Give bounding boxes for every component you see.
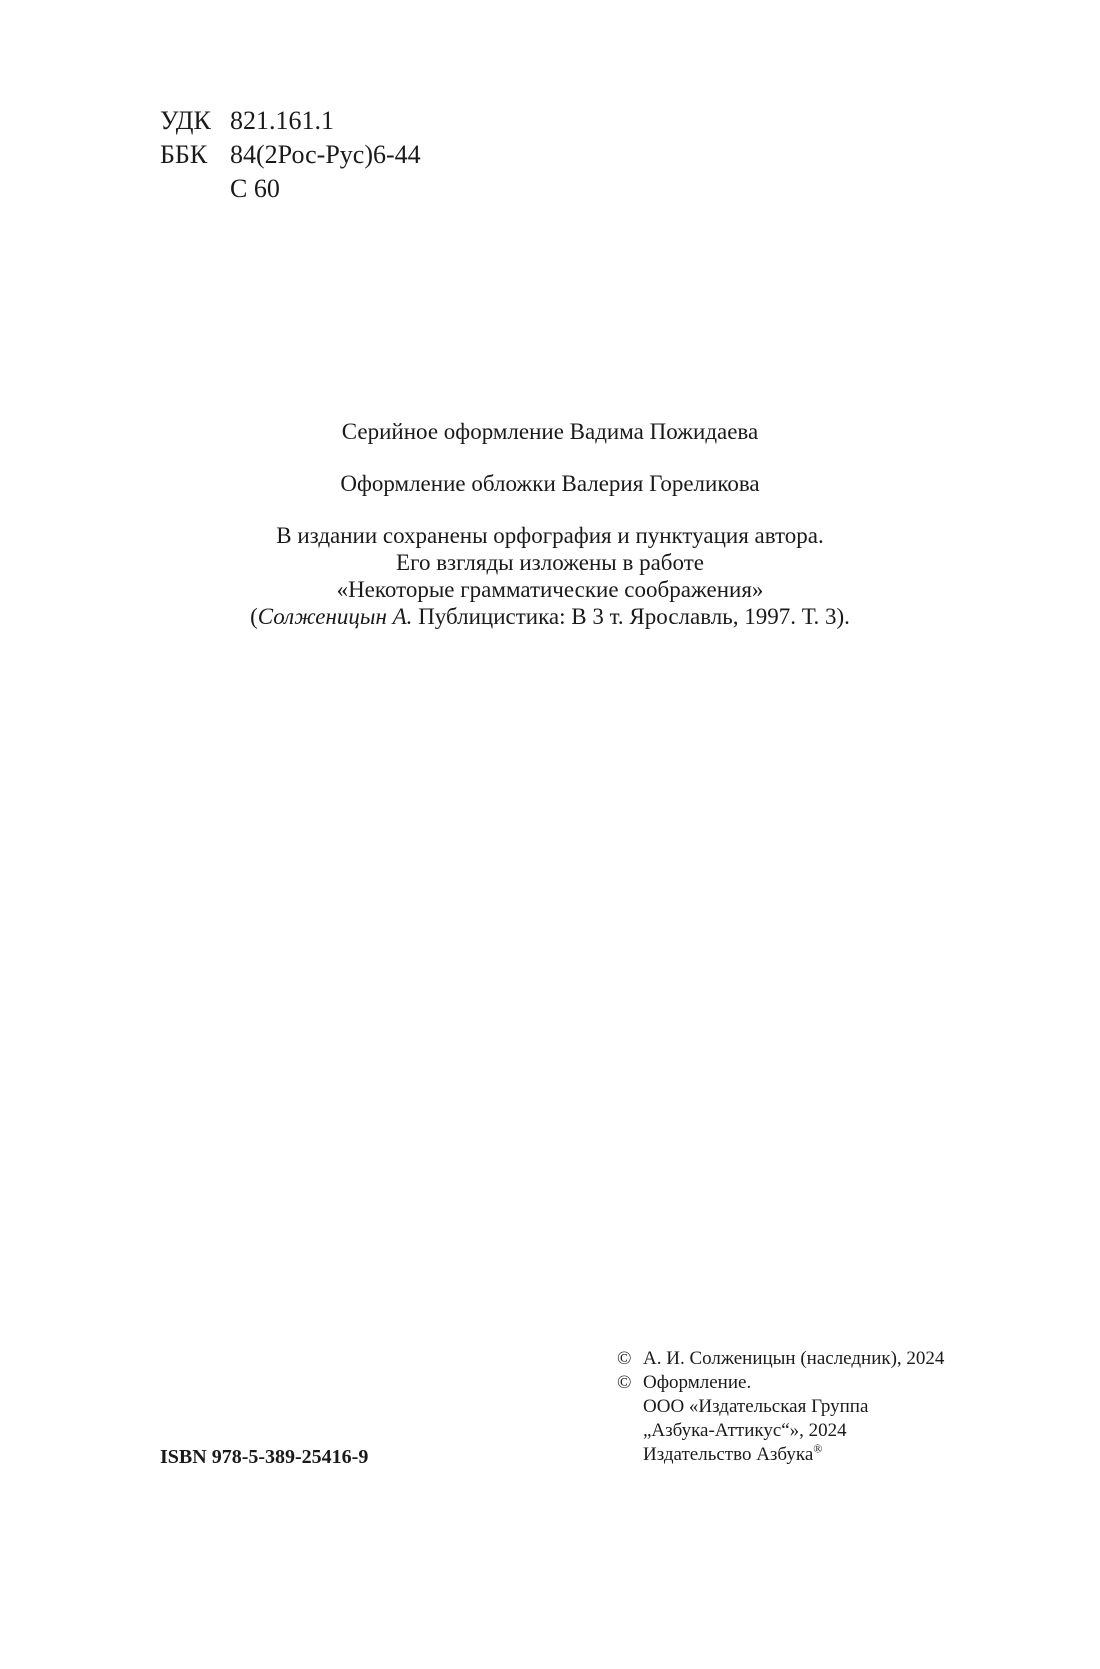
copyright-imprint: [617, 1443, 944, 1467]
udk-value: 821.161.1: [230, 106, 334, 135]
udk-label: УДК: [160, 106, 211, 135]
classification-block: [160, 104, 421, 206]
reference-author: Солженицын А.: [257, 604, 413, 629]
note-line-3: «Некоторые грамматические соображения»: [336, 577, 764, 602]
copyright-sign-2: ©: [617, 1372, 632, 1393]
author-mark-row: [160, 172, 421, 206]
reference-rest: Публицистика: В 3 т. Ярославль, 1997. Т. 3).: [412, 604, 850, 629]
copyright-publisher-line-2: „Азбука-Аттикус“», 2024: [643, 1420, 847, 1441]
udk-row: [160, 104, 421, 138]
registered-mark: ®: [813, 1441, 823, 1456]
copyright-publisher-line-1: ООО «Издательская Группа: [643, 1396, 869, 1417]
bbk-value: 84(2Рос-Рус)6-44: [230, 140, 421, 169]
copyright-row-1: [617, 1347, 944, 1371]
imprint-name: Издательство Азбука: [643, 1444, 814, 1465]
copyright-design: Оформление.: [643, 1372, 752, 1393]
copyright-block: [617, 1347, 944, 1467]
orthography-note: [0, 522, 1100, 630]
copyright-sign-1: ©: [617, 1348, 632, 1369]
author-mark: С 60: [230, 174, 280, 203]
cover-design-credit: Оформление обложки Валерия Гореликова: [340, 471, 760, 496]
credits-block: [0, 418, 1100, 630]
reference-open-paren: (: [250, 604, 258, 629]
note-reference: [0, 603, 1100, 630]
isbn: ISBN 978-5-389-25416-9: [160, 1446, 369, 1468]
note-line-2: Его взгляды изложены в работе: [396, 550, 704, 575]
series-design-credit: Серийное оформление Вадима Пожидаева: [341, 419, 759, 444]
bbk-label: ББК: [160, 140, 208, 169]
note-line-1: В издании сохранены орфография и пунктуация автора.: [276, 523, 824, 548]
bbk-row: [160, 138, 421, 172]
author-mark-spacer: [160, 172, 230, 206]
copyright-row-2: [617, 1371, 944, 1395]
copyright-heir: А. И. Солженицын (наследник), 2024: [643, 1348, 945, 1369]
